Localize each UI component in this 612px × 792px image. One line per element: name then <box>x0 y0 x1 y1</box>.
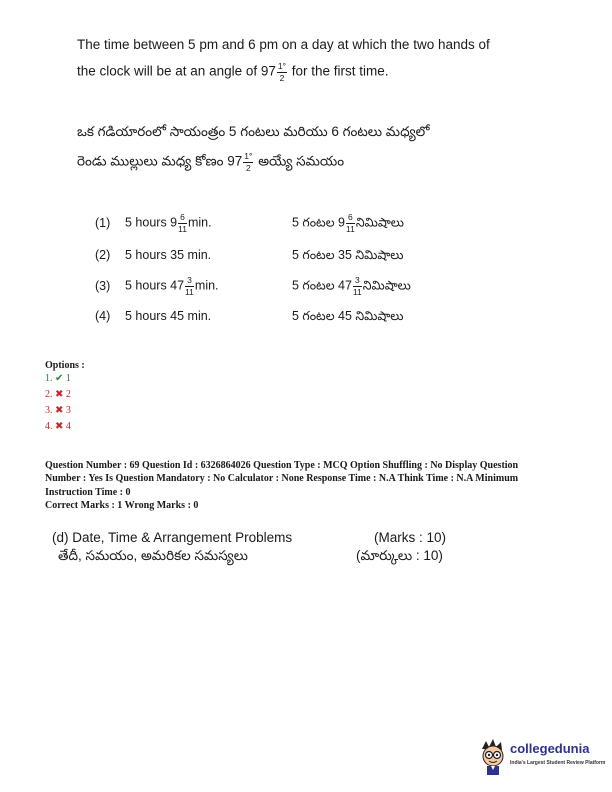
choice-telugu: 5 గంటల 45 నిమిషాలు <box>292 309 404 323</box>
cross-icon: ✖ <box>55 405 64 416</box>
metadata-line: Instruction Time : 0 <box>45 486 131 498</box>
question-english-line-2: the clock will be at an angle of 97 $\frac{1^\circ}{2}$ for the first time. <box>77 61 389 83</box>
option-item: 2. ✖ 2 <box>45 389 71 400</box>
fraction: $\frac{3}{11}$ <box>352 275 362 297</box>
choice-english: 5 hours 45 min. <box>125 309 212 323</box>
choice-english: 5 hours 47 $\frac{3}{11}$ min. <box>125 275 219 297</box>
choice-number: (3) <box>95 279 111 293</box>
metadata-line: Question Number : 69 Question Id : 6326864026 Question Type : MCQ Option Shuffling : No Display Question <box>45 460 519 471</box>
question-metadata <box>45 459 575 513</box>
section-marks-telugu: (మార్కులు : 10) <box>356 548 443 563</box>
metadata-line: Number : Yes Is Question Mandatory : No Calculator : None Response Time : N.A Think Time : N.A Minimum <box>45 473 519 485</box>
option-item: 4. ✖ 4 <box>45 421 71 432</box>
cross-icon: ✖ <box>55 389 64 400</box>
fraction: $\frac{6}{11}$ <box>178 212 187 234</box>
question-telugu-line-2: రెండు ముల్లులు మధ్య కోణం 97 $\frac{1^\circ}{2}$ అయ్యే సమయం <box>77 151 345 173</box>
mascot-icon <box>478 737 508 777</box>
option-item: 3. ✖ 3 <box>45 405 71 416</box>
choice-telugu: 5 గంటల 47 $\frac{3}{11}$ నిమిషాలు <box>292 275 411 297</box>
check-icon: ✔ <box>55 373 64 384</box>
option-item: 1. ✔ 1 <box>45 373 71 384</box>
options-title: Options : <box>45 360 85 371</box>
choice-english: 5 hours 9 $\frac{6}{11}$ min. <box>125 212 212 234</box>
fraction: $\frac{1^\circ}{2}$ <box>244 151 253 173</box>
section-title-telugu: తేదీ, సమయం, అమరికల సమస్యలు <box>58 548 248 563</box>
section-title-english: (d) Date, Time & Arrangement Problems <box>52 530 293 545</box>
choice-telugu: 5 గంటల 9 $\frac{6}{11}$ నిమిషాలు <box>292 212 404 234</box>
choice-telugu: 5 గంటల 35 నిమిషాలు <box>292 248 404 262</box>
choice-number: (2) <box>95 248 111 262</box>
fraction: $\frac{1^\circ}{2}$ <box>277 61 287 83</box>
metadata-line: Correct Marks : 1 Wrong Marks : 0 <box>45 500 199 512</box>
fraction: $\frac{6}{11}$ <box>346 212 355 234</box>
collegedunia-logo <box>478 737 606 781</box>
options-block <box>45 360 85 435</box>
fraction: $\frac{3}{11}$ <box>185 275 194 297</box>
logo-name: collegedunia <box>510 741 590 756</box>
section-marks-english: (Marks : 10) <box>374 530 447 545</box>
choice-english: 5 hours 35 min. <box>125 248 212 262</box>
question-telugu-line-1: ఒక గడియారంలో సాయంత్రం 5 గంటలు మరియు 6 గంటలు మధ్యలో <box>77 124 430 139</box>
cross-icon: ✖ <box>55 421 64 432</box>
logo-tagline: India's Largest Student Review Platform <box>510 760 606 766</box>
choice-number: (4) <box>95 309 111 323</box>
question-english-line-1: The time between 5 pm and 6 pm on a day at which the two hands of <box>77 37 490 52</box>
choice-number: (1) <box>95 216 111 230</box>
